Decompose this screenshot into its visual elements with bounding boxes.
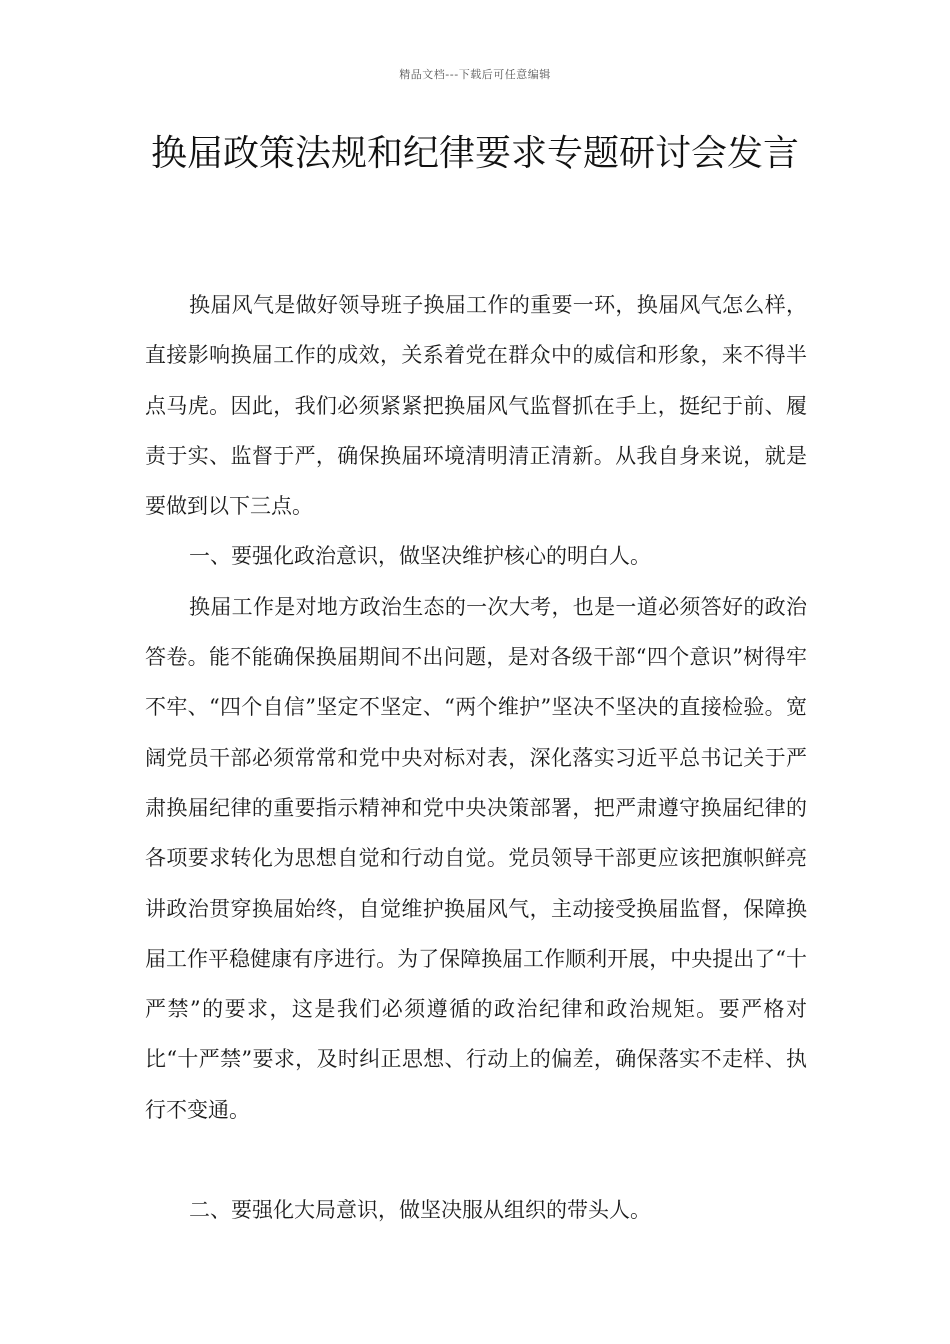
page-header-watermark: 精品文档---下载后可任意编辑: [399, 68, 551, 81]
section-heading-1: 一、要强化政治意识，做坚决维护核心的明白人。: [189, 544, 651, 569]
section-heading-2: 二、要强化大局意识，做坚决服从组织的带头人。: [189, 1198, 651, 1223]
paragraph-intro: 换届风气是做好领导班子换届工作的重要一环，换届风气怎么样，直接影响换届工作的成效，关系着党在群众中的威信和形象，来不得半点马虎。因此，我们必须紧紧把换届风气监督抓在手上，挺纪于前、履责于实、监督于严，确保换届环境清明清正清新。从我自身来说，就是要做到以下三点。: [145, 293, 807, 519]
document-body: [145, 280, 807, 1235]
paragraph-section-1: 换届工作是对地方政治生态的一次大考，也是一道必须答好的政治答卷。能不能确保换届期间不出问题，是对各级干部“四个意识”树得牢不牢、“四个自信”坚定不坚定、“两个维护”坚决不坚决的直接检验。宽阔党员干部必须常常和党中央对标对表，深化落实习近平总书记关于严肃换届纪律的重要指示精神和党中央决策部署，把严肃遵守换届纪律的各项要求转化为思想自觉和行动自觉。党员领导干部更应该把旗帜鲜亮讲政治贯穿换届始终，自觉维护换届风气，主动接受换届监督，保障换届工作平稳健康有序进行。为了保障换届工作顺利开展，中央提出了“十严禁”的要求，这是我们必须遵循的政治纪律和政治规矩。要严格对比“十严禁”要求，及时纠正思想、行动上的偏差，确保落实不走样、执行不变通。: [145, 594, 807, 1122]
document-title: 换届政策法规和纪律要求专题研讨会发言: [150, 133, 799, 174]
